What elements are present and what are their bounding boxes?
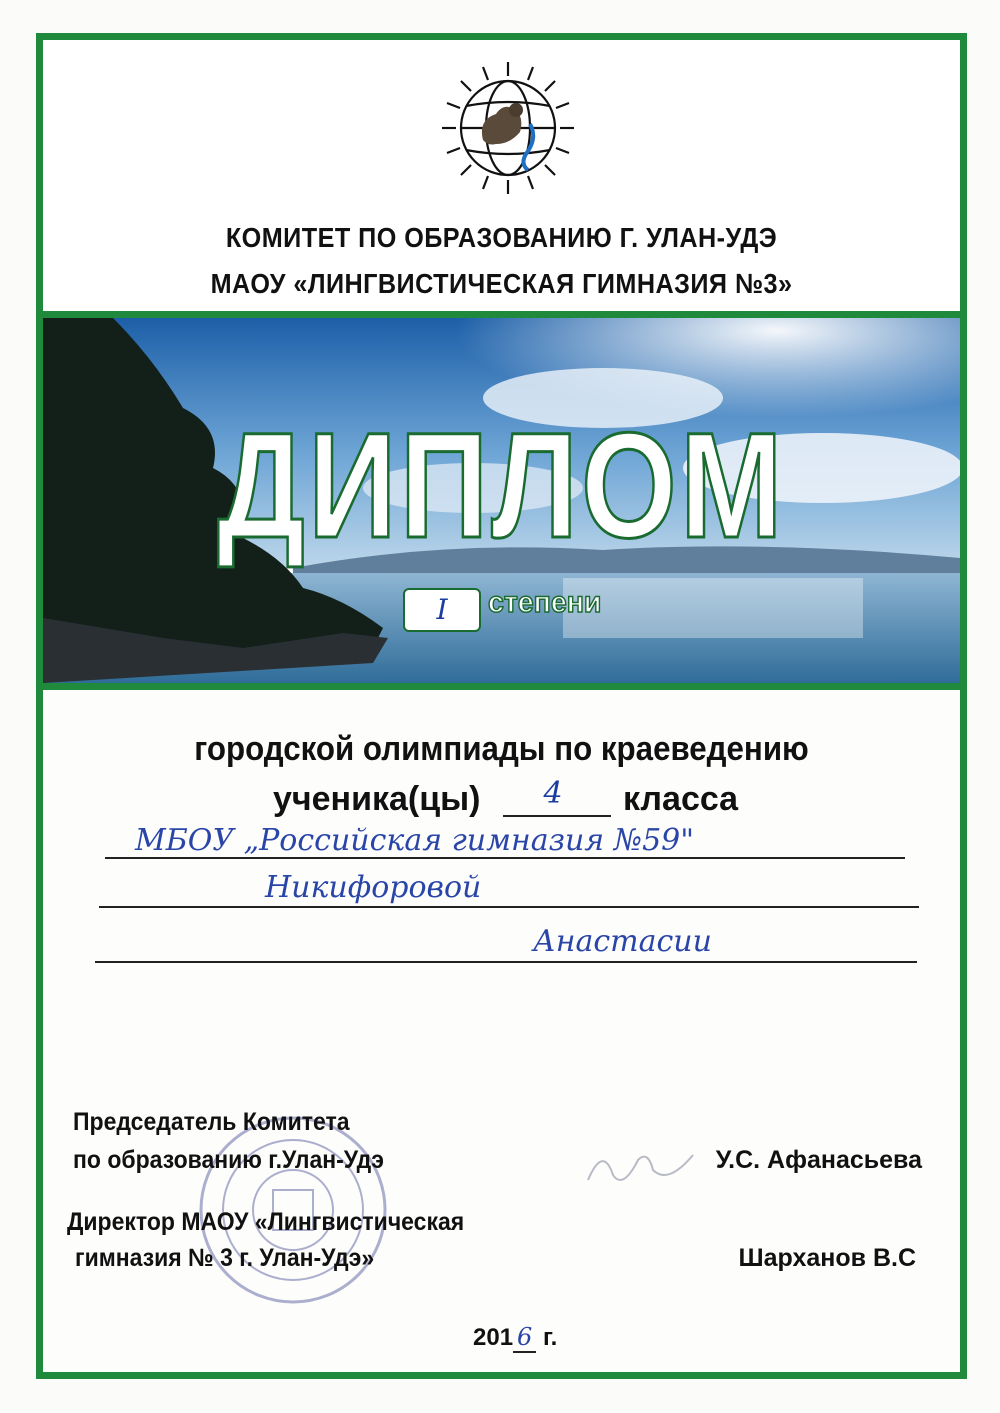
green-divider <box>43 683 960 690</box>
header <box>43 40 960 311</box>
grade-value: 4 <box>543 776 563 811</box>
sable-globe-logo <box>438 58 578 198</box>
name-handwritten: Анастасии <box>533 924 712 959</box>
director-name: Шарханов В.С <box>738 1244 916 1272</box>
year-value: 6 <box>513 1323 536 1353</box>
year-line <box>473 1323 557 1352</box>
chair-name: У.С. Афанасьева <box>715 1146 922 1174</box>
chair-title-line-1: Председатель Комитета <box>73 1108 350 1136</box>
year-suffix: г. <box>543 1324 558 1351</box>
olympiad-title: городской олимпиады по краеведению <box>194 730 809 768</box>
surname-handwritten: Никифоровой <box>265 870 482 905</box>
name-underline <box>95 961 917 963</box>
signature-scribble <box>583 1135 703 1195</box>
director-title-line-2: гимназия № 3 г. Улан-Удэ» <box>75 1244 375 1272</box>
organization-line-2: МАОУ «ЛИНГВИСТИЧЕСКАЯ ГИМНАЗИЯ №3» <box>210 268 793 299</box>
year-prefix: 201 <box>473 1324 514 1351</box>
degree-value: I <box>403 588 481 632</box>
degree-label: степени <box>487 586 602 619</box>
chair-title-line-2: по образованию г.Улан-Удэ <box>73 1146 384 1174</box>
surname-underline <box>99 906 919 908</box>
diploma-title: ДИПЛОМ <box>217 401 786 569</box>
pupil-grade-row <box>43 776 960 824</box>
class-label: класса <box>623 780 739 818</box>
baikal-banner <box>43 318 960 683</box>
grade-underline <box>503 815 611 817</box>
pupil-label: ученика(цы) <box>273 780 481 818</box>
diploma-frame <box>36 33 967 1379</box>
organization-line-1: КОМИТЕТ ПО ОБРАЗОВАНИЮ Г. УЛАН-УДЭ <box>225 222 778 253</box>
green-divider <box>43 311 960 318</box>
school-handwritten: МБОУ „Российская гимназия №59" <box>135 823 695 858</box>
director-title-line-1: Директор МАОУ «Лингвистическая <box>67 1208 465 1236</box>
